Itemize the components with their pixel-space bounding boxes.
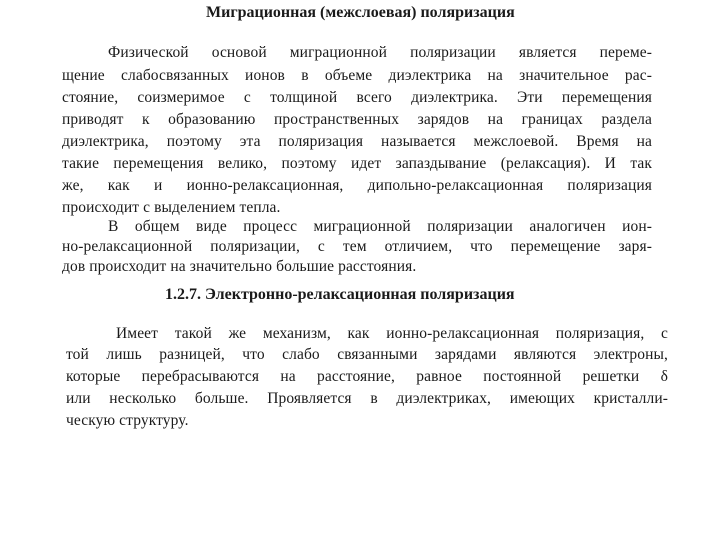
- paragraph-line: которые перебрасываются на расстояние, равное постоянной решетки δ: [66, 368, 668, 385]
- section-title-electron-relaxation: 1.2.7. Электронно-релаксационная поляризация: [165, 286, 515, 303]
- paragraph-line: Имеет такой же механизм, как ионно-релаксационная поляризация, с: [116, 325, 668, 342]
- paragraph-line: стояние, соизмеримое с толщиной всего диэлектрика. Эти перемещения: [62, 89, 652, 106]
- paragraph-line: же, как и ионно-релаксационная, дипольно-релаксационная поляризация: [62, 177, 652, 194]
- section-title-migration: Миграционная (межслоевая) поляризация: [206, 4, 515, 21]
- paragraph-line: но-релаксационной поляризации, с тем отличием, что перемещение заря-: [62, 238, 652, 255]
- paragraph-line: такие перемещения велико, поэтому идет запаздывание (релаксация). И так: [62, 155, 652, 172]
- paragraph-line: Физической основой миграционной поляризации является переме-: [108, 44, 652, 61]
- paragraph-line: той лишь разницей, что слабо связанными зарядами являются электроны,: [66, 346, 668, 363]
- paragraph-line: дов происходит на значительно большие расстояния.: [62, 258, 417, 275]
- paragraph-line: происходит с выделением тепла.: [62, 199, 281, 216]
- paragraph-line: приводят к образованию пространственных зарядов на границах раздела: [62, 111, 652, 128]
- paragraph-line: диэлектрика, поэтому эта поляризация называется межслоевой. Время на: [62, 133, 652, 150]
- paragraph-line: ческую структуру.: [66, 412, 189, 429]
- paragraph-line: или несколько больше. Проявляется в диэлектриках, имеющих кристалли-: [66, 390, 668, 407]
- paragraph-line: щение слабосвязанных ионов в объеме диэлектрика на значительное рас-: [62, 67, 652, 84]
- paragraph-line: В общем виде процесс миграционной поляризации аналогичен ион-: [108, 218, 652, 235]
